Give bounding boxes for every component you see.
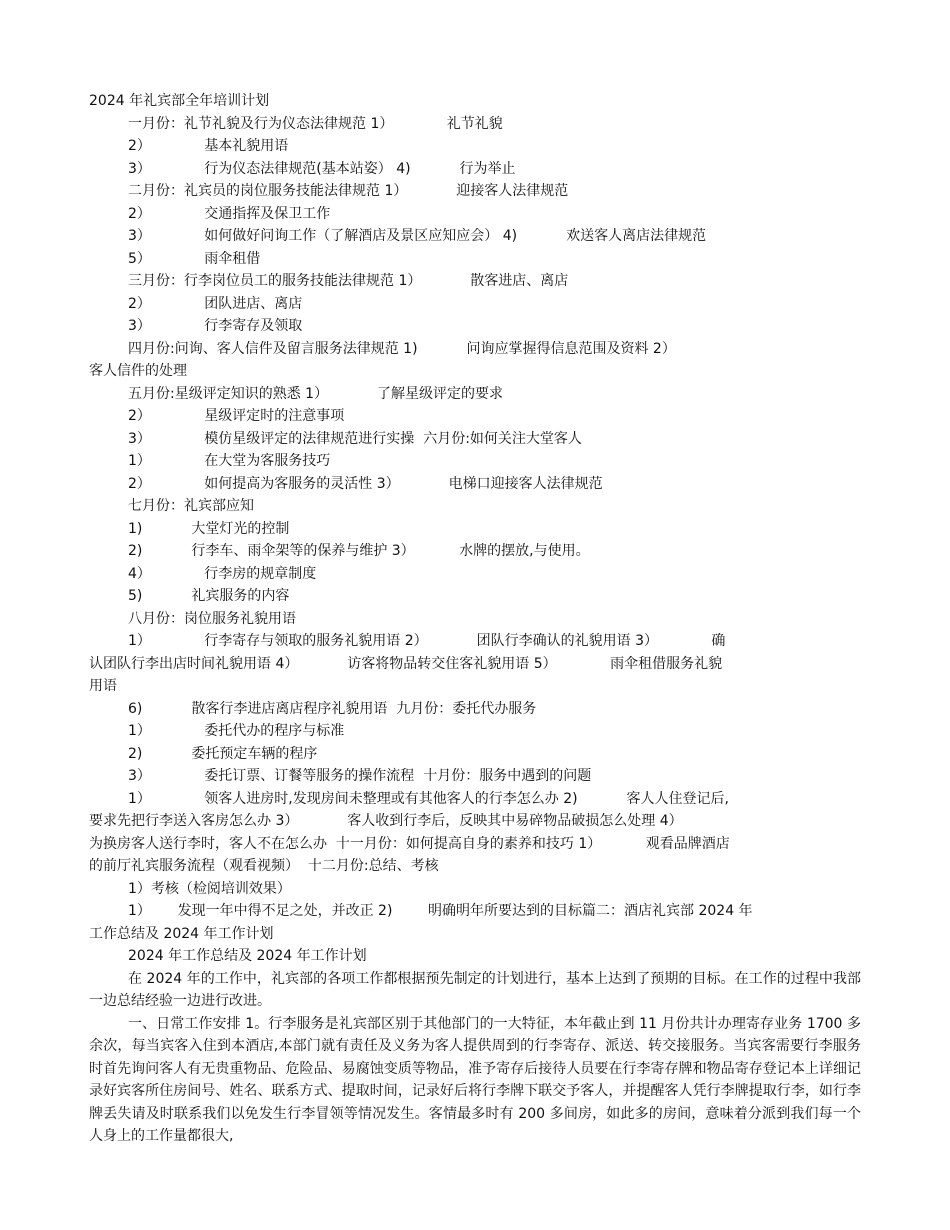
text-line: 客人信件的处理 — [89, 363, 187, 379]
text-line: 3） 行为仪态法律规范(基本站姿） 4) 行为举止 — [128, 160, 516, 177]
text-line: 四月份:问询、客人信件及留言服务法律规范 1) 问询应掌握得信息范围及资料 2） — [128, 340, 676, 357]
text-line: 工作总结及 2024 年工作计划 — [89, 925, 274, 942]
text-line: 2) 行李车、雨伞架等的保养与维护 3） 水牌的摆放,与使用。 — [128, 543, 590, 559]
text-line: 4） 行李房的规章制度 — [128, 565, 317, 582]
document-body — [89, 90, 861, 1148]
text-line: 2024 年工作总结及 2024 年工作计划 — [128, 948, 367, 964]
text-line: 三月份：行李岗位员工的服务技能法律规范 1） 散客进店、离店 — [128, 273, 569, 289]
text-line: 1） 行李寄存与领取的服务礼貌用语 2） 团队行李确认的礼貌用语 3） 确 — [128, 633, 726, 649]
text-line: 2) 委托预定车辆的程序 — [128, 745, 318, 762]
text-line: 1） 领客人进房时,发现房间未整理或有其他客人的行李怎么办 2) 客人人住登记后, — [128, 790, 729, 807]
text-line: 1） 发现一年中得不足之处，并改正 2) 明确明年所要达到的目标篇二：酒店礼宾部 2024 年 — [128, 903, 753, 919]
paragraph-intro: 在 2024 年的工作中，礼宾部的各项工作都根据预先制定的计划进行，基本上达到了预期的目标。在工作的过程中我部一边总结经验一边进行改进。 — [89, 970, 861, 1009]
text-line: 5) 礼宾服务的内容 — [128, 588, 290, 604]
text-line: 二月份：礼宾员的岗位服务技能法律规范 1） 迎接客人法律规范 — [128, 183, 569, 199]
text-line: 一月份：礼节礼貌及行为仪态法律规范 1） 礼节礼貌 — [128, 115, 503, 132]
text-line: 3） 委托订票、订餐等服务的操作流程 十月份：服务中遇到的问题 — [128, 768, 592, 784]
text-line: 五月份:星级评定知识的熟悉 1） 了解星级评定的要求 — [128, 385, 504, 402]
text-line: 认团队行李出店时间礼貌用语 4） 访客将物品转交住客礼貌用语 5） 雨伞租借服务礼貌 — [89, 655, 723, 672]
text-line: 1） 委托代办的程序与标准 — [128, 723, 345, 739]
text-line: 2） 交通指挥及保卫工作 — [128, 205, 331, 222]
text-line: 1） 在大堂为客服务技巧 — [128, 453, 331, 469]
text-line: 5） 雨伞租借 — [128, 250, 261, 267]
text-line: 八月份：岗位服务礼貌用语 — [128, 610, 296, 627]
text-line: 要求先把行李送入客房怎么办 3） 客人收到行李后，反映其中易碎物品破损怎么处理 4） — [89, 813, 683, 829]
text-line: 2） 团队进店、离店 — [128, 295, 303, 312]
text-line: 七月份：礼宾部应知 — [128, 498, 254, 514]
text-line: 的前厅礼宾服务流程（观看视频） 十二月份:总结、考核 — [89, 858, 439, 874]
text-line: 用语 — [89, 678, 117, 694]
text-line: 2） 基本礼貌用语 — [128, 138, 289, 154]
document-lines — [89, 90, 861, 968]
text-line: 3） 行李寄存及领取 — [128, 318, 303, 334]
text-line: 6) 散客行李进店离店程序礼貌用语 九月份：委托代办服务 — [128, 700, 537, 717]
text-line: 1) 大堂灯光的控制 — [128, 520, 290, 537]
text-line: 2） 星级评定时的注意事项 — [128, 408, 345, 424]
text-line: 1）考核（检阅培训效果） — [128, 880, 291, 897]
text-line: 2） 如何提高为客服务的灵活性 3） 电梯口迎接客人法律规范 — [128, 475, 603, 492]
text-line: 3） 如何做好问询工作（了解酒店及景区应知应会） 4) 欢送客人离店法律规范 — [128, 228, 707, 244]
text-line: 2024 年礼宾部全年培训计划 — [89, 93, 270, 109]
paragraph-daily-work: 一、日常工作安排 1。行李服务是礼宾部区别于其他部门的一大特征，本年截止到 11 月份共计办理寄存业务 1700 多余次，每当宾客入住到本酒店,本部门就有责任及义务为客人提供周到的行李寄存、派送、转交接服务。当宾客需要行李服务时首先询问客人有无贵重物品、危险品、易腐蚀变质等物品，准予寄存后接待人员要在行李寄存牌和物品寄存登记本上详细记录好宾客所住房间号、姓名、联系方式、提取时间，记录好后将行李牌下联交予客人，并提醒客人凭行李牌提取行李，如行李牌丢失请及时联系我们以免发生行李冒领等情况发生。客情最多时有 200 多间房，如此多的房间，意味着分派到我们每一个人身上的工作量都很大, — [89, 1015, 861, 1144]
text-line: 3） 模仿星级评定的法律规范进行实操 六月份:如何关注大堂客人 — [128, 430, 582, 447]
text-line: 为换房客人送行李时，客人不在怎么办 十一月份：如何提高自身的素养和技巧 1） 观看品牌酒店 — [89, 835, 730, 852]
